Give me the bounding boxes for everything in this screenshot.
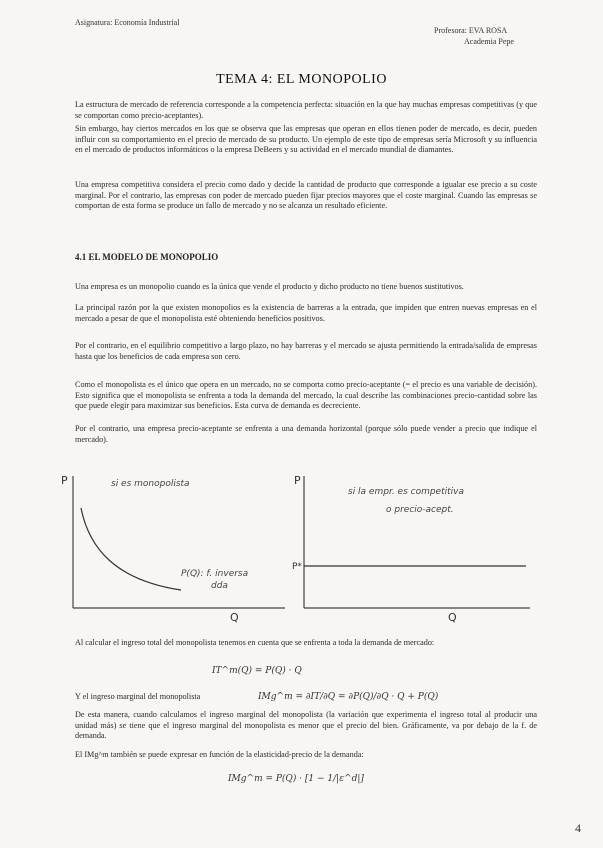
- model-paragraph-1: Una empresa es un monopolio cuando es la única que vende el producto y dicho producto no tiene buenos sustitutivos.: [75, 282, 464, 291]
- after-paragraph-4: El IMg^m también se puede expresar en función de la elasticidad-precio de la demanda:: [75, 750, 364, 759]
- page-title: TEMA 4: EL MONOPOLIO: [216, 72, 387, 87]
- right-x-label: Q: [448, 611, 457, 624]
- model-paragraph-5: Por el contrario, una empresa precio-aceptante se enfrenta a una demanda horizontal (porque sólo puede vender a precio que indique el mercado).: [75, 424, 537, 444]
- after-paragraph-1: Al calcular el ingreso total del monopolista tenemos en cuenta que se enfrenta a toda la demanda de mercado:: [75, 638, 435, 647]
- monopolist-note: si es monopolista: [111, 479, 190, 489]
- curve-label: P(Q): f. inversa: [181, 569, 249, 579]
- price-label: P*: [292, 562, 302, 572]
- model-paragraph-2: La principal razón por la que existen monopolios es la existencia de barreras a la entrada, que impiden que entren nuevas empresas en el mercado a pesar de que el monopolista esté obteniendo beneficios positivos.: [75, 303, 537, 323]
- after-paragraph-3: De esta manera, cuando calculamos el ingreso marginal del monopolista (la variación que experimenta el ingreso total al producir una unidad más) se tiene que el ingreso marginal del monopolista es menor que el precio del bien. Gráficamente, va por debajo de la f. de demanda.: [75, 710, 537, 740]
- left-y-label: P: [61, 474, 68, 487]
- elasticity-formula: IMg^m = P(Q) · [1 − 1/|ε^d|]: [228, 774, 364, 784]
- marginal-revenue-formula: IMg^m = ∂IT/∂Q = ∂P(Q)/∂Q · Q + P(Q): [258, 692, 439, 702]
- intro-paragraph-1: La estructura de mercado de referencia corresponde a la competencia perfecta: situación en la que hay muchas empresas competitivas (y que se comportan como precio-aceptantes).: [75, 100, 537, 120]
- intro-paragraph-3: Una empresa competitiva considera el precio como dado y decide la cantidad de producto que corresponde a igualar ese precio a su coste marginal. Por el contrario, las empresas con poder de mercado pueden fijar precios mayores que el coste marginal. Cuando las empresas se comportan de esta forma se produce un fallo de mercado y no se alcanza un resultado eficiente.: [75, 180, 537, 210]
- model-paragraph-3: Por el contrario, en el equilibrio competitivo a largo plazo, no hay barreras y el mercado se ajusta permitiendo la entrada/salida de empresas hasta que los beneficios de cada empresa son cero.: [75, 341, 537, 361]
- page-number: 4: [575, 821, 581, 835]
- inverse-demand-curve: [81, 508, 181, 590]
- model-paragraph-4: Como el monopolista es el único que opera en un mercado, no se comporta como precio-aceptante (= el precio es una variable de decisión). Esto significa que el monopolista se enfrenta a toda la demanda del mercado, la cual describe las combinaciones precio-cantidad sobre las que puede elegir para maximizar sus beneficios. Esta curva de demanda es decreciente.: [75, 380, 537, 410]
- left-x-label: Q: [230, 611, 239, 624]
- competitive-note-2: o precio-acept.: [386, 505, 454, 515]
- curve-label-dda: dda: [211, 581, 228, 591]
- academy-header: Academia Pepe: [464, 37, 514, 46]
- monopoly-demand-graph: [55, 468, 295, 628]
- section-heading: 4.1 EL MODELO DE MONOPOLIO: [75, 252, 219, 262]
- competitive-note-1: si la empr. es competitiva: [348, 487, 464, 497]
- professor-header: Profesora: EVA ROSA: [434, 26, 508, 35]
- competitive-demand-graph: [290, 468, 540, 628]
- after-paragraph-2-lead: Y el ingreso marginal del monopolista: [75, 692, 201, 701]
- right-y-label: P: [294, 474, 301, 487]
- subject-header: Asignatura: Economía Industrial: [75, 18, 180, 27]
- intro-paragraph-2: Sin embargo, hay ciertos mercados en los que se observa que las empresas que operan en ellos tienen poder de mercado, es decir, pueden influir con su comportamiento en el precio de mercado de su producto. Un ejemplo de este tipo de empresas sería Microsoft y su influencia en el mercado de productos informáticos o la empresa DeBeers y su actividad en el mercado mundial de diamantes.: [75, 124, 537, 154]
- total-revenue-formula: IT^m(Q) = P(Q) · Q: [212, 666, 302, 676]
